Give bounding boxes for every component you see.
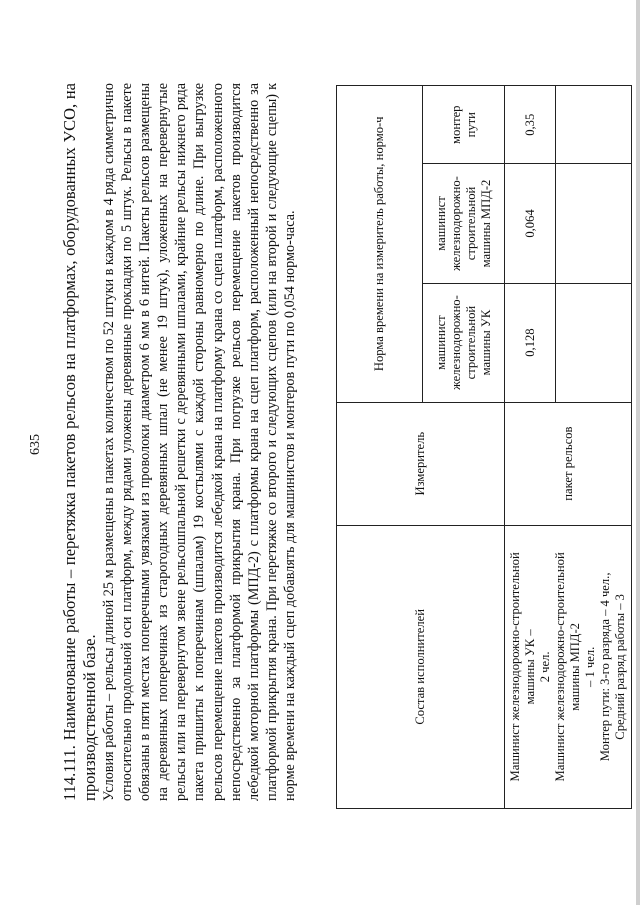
cell-composition [505, 525, 632, 808]
scan-edge [636, 0, 640, 905]
heading-line-2: на производственной базе. [60, 83, 99, 801]
work-conditions: Условия работы – рельсы длиной 25 м размещены в пакетах количеством по 52 штуки в каждом в 4 ряда симметрично относительно продольной оси платформ, между рядами уложены деревянные прокладки по 5 штук. Рельсы в пакете обвязаны в пяти местах поперечными увязками из проволоки диаметром 6 мм в 6 нитей. Пакеты рельсов размещены на деревянных поперечинах из старогодных деревянных шпал (не менее 19 штук), уложенных на перевернутые рельсы или на перевернутом звене рельсошпальной решетки с деревянными шпалами, крайние рельсы нижнего ряда пакета пришиты к поперечинам (шпалам) 19 костылями с каждой стороны равномерно по длине. При выгрузке рельсов перемещение пакетов производится лебедкой крана на платформу крана со сцепа платформ, расположенного непосредственно за платформой прикрытия крана. При погрузке рельсов перемещение пакетов производится лебедкой моторной платформы (МПД-2) с платформы крана на сцеп платформ, расположенный непосредственно за платформой прикрытия крана. При перетяжке со второго и следующих сцепов (или на второй и следующие сцепы) к норме времени на каждый сцеп добавлять для машинистов и монтеров пути по 0,054 нормо-часа. [101, 83, 298, 801]
norm-text [60, 83, 299, 801]
cell-norm-track: 0,35 [505, 86, 556, 164]
page-number: 635 [28, 434, 43, 455]
cell-blank [556, 164, 632, 283]
norms-table [336, 85, 632, 809]
table-row [505, 86, 556, 809]
composition-line: Машинист железнодорожно-строительной машины УК – [508, 552, 537, 782]
cell-blank [556, 283, 632, 402]
subheader-uk: машинист железнодорожно-строительной машины УК [423, 283, 505, 402]
composition-line: Машинист железнодорожно-строительной машины МПД-2 [553, 552, 582, 782]
cell-norm-uk: 0,128 [505, 283, 556, 402]
composition-line: – 1 чел. [583, 646, 597, 687]
heading-line-1: 114.111. Наименование работы – перетяжка пакетов рельсов на платформах, оборудованных УСО, [60, 103, 79, 801]
subheader-mpd: машинист железнодорожно-строительной машины МПД-2 [423, 164, 505, 283]
composition-line: Монтер пути: 3-го разряда – 4 чел., [598, 572, 612, 762]
composition-line: 2 чел. [538, 651, 552, 683]
header-norm: Норма времени на измеритель работы, нормо-ч [337, 86, 423, 403]
cell-norm-mpd: 0,064 [505, 164, 556, 283]
composition-line: Средний разряд работы – 3 [613, 594, 627, 740]
subheader-track: монтер пути [423, 86, 505, 164]
header-unit: Измеритель [337, 402, 505, 525]
cell-blank [556, 86, 632, 164]
cell-unit: пакет рельсов [505, 402, 632, 525]
work-heading [60, 83, 100, 801]
header-composition: Состав исполнителей [337, 525, 505, 808]
